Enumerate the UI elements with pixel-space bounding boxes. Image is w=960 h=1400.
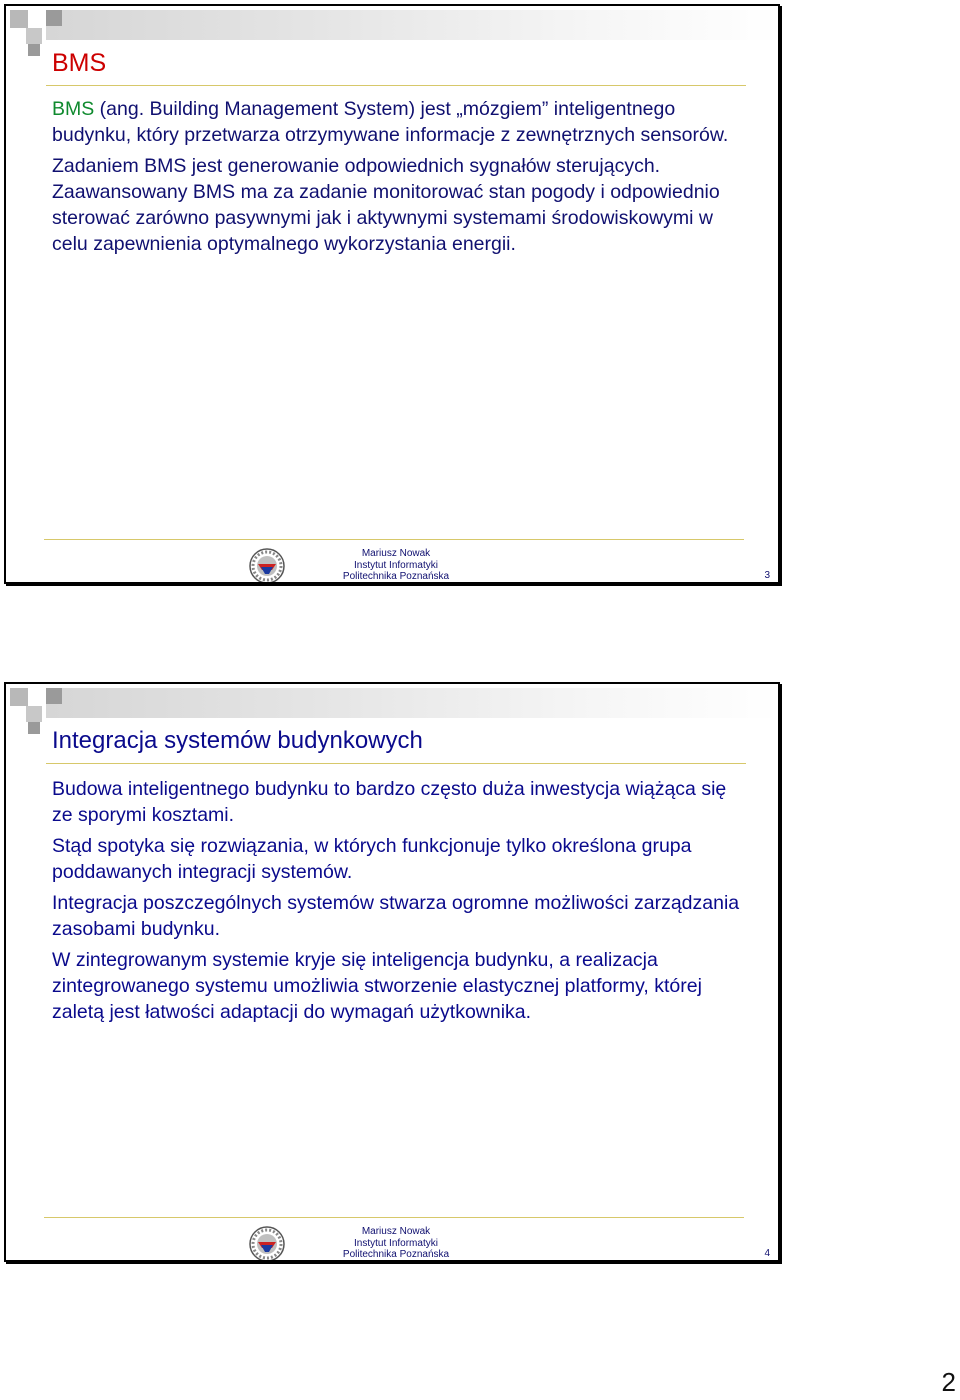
paragraph-text: (ang. Building Management System) jest „mózgiem” inteligentnego budynku, który przetwarza otrzymywane informacje z zewnętrznych sensorów.: [52, 98, 729, 146]
title-divider: [46, 85, 746, 86]
paragraph: Budowa inteligentnego budynku to bardzo często duża inwestycja wiążąca się ze sporymi kosztami.: [52, 778, 727, 826]
university-logo-icon: [248, 547, 286, 584]
footer-author: Mariusz Nowak: [361, 1226, 431, 1237]
slide-body: [52, 776, 752, 1030]
lead-term: BMS: [52, 98, 95, 120]
slide-header-bar: [46, 688, 780, 718]
slide-3: [4, 4, 780, 584]
footer-author: Mariusz Nowak: [361, 548, 431, 559]
paragraph: Integracja poszczególnych systemów stwarza ogromne możliwości zarządzania zasobami budynku.: [52, 892, 740, 940]
sheet-page-number: 2: [941, 1367, 956, 1397]
slide-header-bar: [46, 10, 780, 40]
paragraph: Zadaniem BMS jest generowanie odpowiednich sygnałów sterujących. Zaawansowany BMS ma za zadanie monitorować stan pogody i odpowiednio sterować zarówno pasywnymi jak i aktywnymi systemami środowiskowymi w celu zapewnienia optymalnego wykorzystania energii.: [52, 155, 720, 255]
slide-page-number: 4: [764, 1248, 770, 1259]
footer-credits: [326, 1226, 466, 1261]
slide-4: [4, 682, 780, 1262]
footer-university: Politechnika Poznańska: [342, 571, 450, 582]
footer-university: Politechnika Poznańska: [342, 1249, 450, 1260]
footer-divider: [44, 1217, 744, 1218]
university-logo-icon: [248, 1225, 286, 1262]
footer-institute: Instytut Informatyki: [354, 1237, 438, 1249]
footer-credits: [326, 548, 466, 583]
slide-page-number: 3: [764, 570, 770, 581]
paragraph: Stąd spotyka się rozwiązania, w których funkcjonuje tylko określona grupa poddawanych integracji systemów.: [52, 835, 692, 883]
paragraph: [52, 96, 752, 148]
slide-title: BMS: [52, 49, 107, 77]
footer-institute: Instytut Informatyki: [354, 559, 438, 571]
title-divider: [46, 763, 746, 764]
slide-body: [52, 96, 752, 257]
paragraph: W zintegrowanym systemie kryje się inteligencja budynku, a realizacja zintegrowanego systemu umożliwia stworzenie elastycznej platformy, której zaletą jest łatwości adaptacji do wymagań użytkownika.: [52, 949, 702, 1023]
slide-title: Integracja systemów budynkowych: [52, 727, 423, 754]
footer-divider: [44, 539, 744, 540]
